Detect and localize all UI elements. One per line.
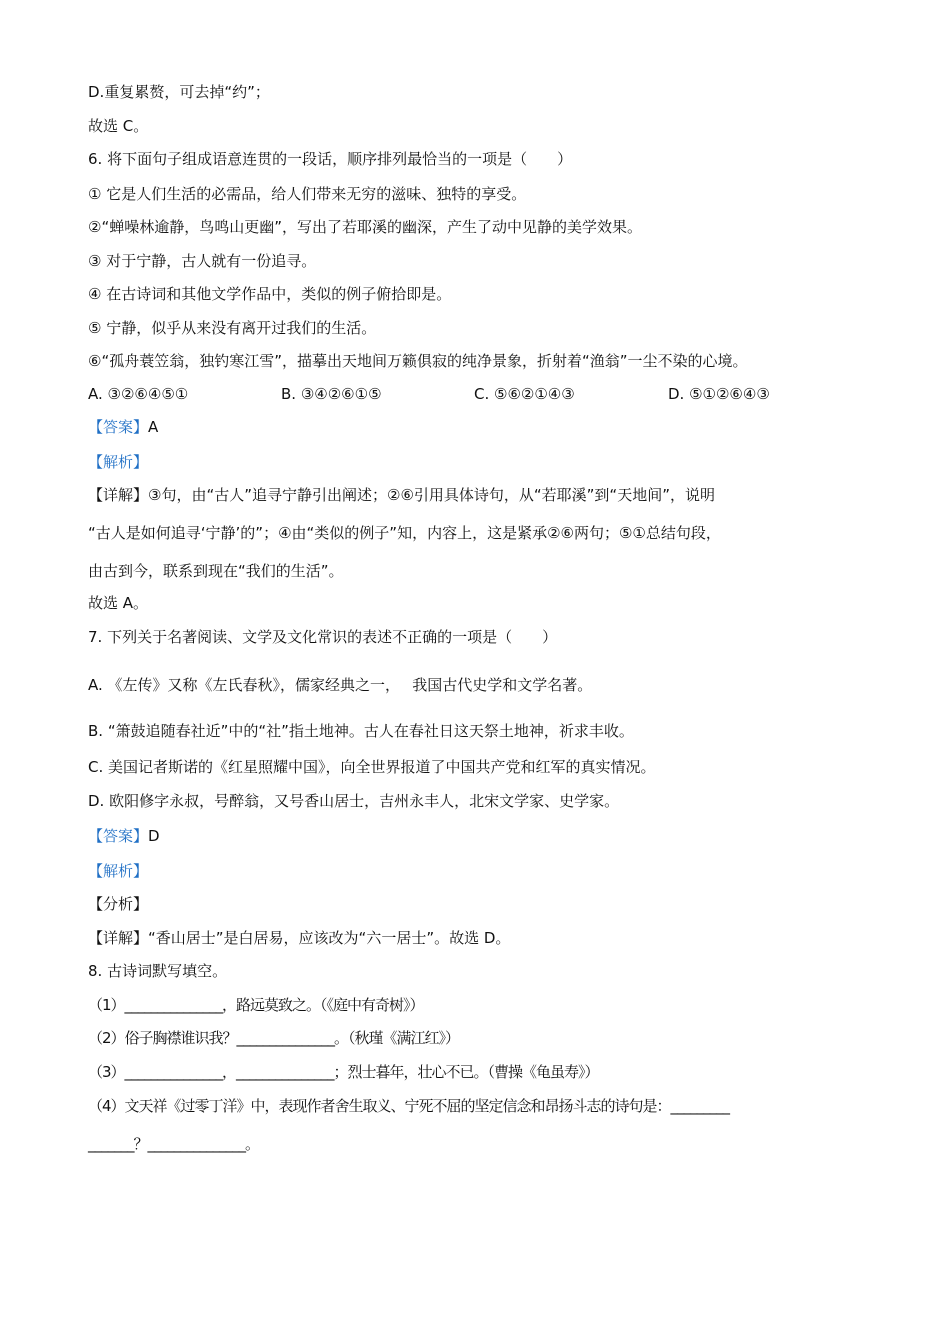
question-8-stem: 8. 古诗词默写填空。: [88, 962, 228, 980]
answer-tag: 【答案】: [88, 827, 149, 845]
answer-tag: 【答案】: [88, 418, 149, 436]
answer-line: [88, 826, 890, 846]
question-6-stem: 6. 将下面句子组成语意连贯的一段话，顺序排列最恰当的一项是（ ）: [88, 150, 573, 168]
text-line: 故选 C。: [88, 117, 149, 135]
option-d: D. ⑤①②⑥④③: [668, 385, 770, 403]
sentence-4: ④ 在古诗词和其他文学作品中，类似的例子俯拾即是。: [88, 285, 452, 303]
fill-blank-4-cont: _______？_______________。: [88, 1135, 260, 1153]
answer-value: D: [148, 827, 160, 845]
fill-blank-4: （4）文天祥《过零丁洋》中，表现作者舍生取义、宁死不屈的坚定信念和昂扬斗志的诗句是：_________: [88, 1097, 730, 1115]
analysis-tag: 【解析】: [88, 862, 149, 880]
analysis-subtag: 【分析】: [88, 895, 149, 913]
fill-blank-3: （3）_______________，_______________；烈士暮年，壮心不已。（曹操《龟虽寿》）: [88, 1063, 599, 1081]
sentence-3: ③ 对于宁静，古人就有一份追寻。: [88, 252, 317, 270]
sentence-6: ⑥“孤舟蓑笠翁，独钓寒江雪”，描摹出天地间万籁俱寂的纯净景象，折射着“渔翁”一尘不染的心境。: [88, 352, 748, 370]
sentence-1: ① 它是人们生活的必需品，给人们带来无穷的滋味、独特的享受。: [88, 185, 527, 203]
explanation-line: “古人是如何追寻‘宁静’的”；④由“类似的例子”知，内容上，这是紧承②⑥两句；⑤①总结句段，: [88, 524, 721, 542]
sentence-2: ②“蝉噪林逾静，鸟鸣山更幽”，写出了若耶溪的幽深，产生了动中见静的美学效果。: [88, 218, 642, 236]
text-line: 故选 A。: [88, 594, 149, 612]
explanation-line: 【详解】“香山居士”是白居易，应该改为“六一居士”。故选 D。: [88, 929, 511, 947]
explanation-line: 【详解】③句，由“古人”追寻宁静引出阐述；②⑥引用具体诗句，从“若耶溪”到“天地间”，说明: [88, 486, 715, 504]
option-a: A. ③②⑥④⑤①: [88, 385, 189, 403]
option-d: D. 欧阳修字永叔，号醉翁，又号香山居士，吉州永丰人，北宋文学家、史学家。: [88, 792, 620, 810]
answer-value: A: [148, 418, 159, 436]
fill-blank-1: （1）_______________，路远莫致之。（《庭中有奇树》）: [88, 996, 424, 1014]
option-c: C. 美国记者斯诺的《红星照耀中国》，向全世界报道了中国共产党和红军的真实情况。: [88, 758, 656, 776]
analysis-tag: 【解析】: [88, 453, 149, 471]
fill-blank-2: （2）俗子胸襟谁识我？_______________。（秋瑾《满江红》）: [88, 1029, 460, 1047]
option-b: B. “箫鼓追随春社近”中的“社”指土地神。古人在春社日这天祭土地神，祈求丰收。: [88, 722, 634, 740]
option-b: B. ③④②⑥①⑤: [281, 385, 382, 403]
answer-line: [88, 417, 890, 437]
text-line: D.重复累赘，可去掉“约”；: [88, 83, 270, 101]
option-a: A. 《左传》又称《左氏春秋》，儒家经典之一， 我国古代史学和文学名著。: [88, 676, 593, 694]
option-c: C. ⑤⑥②①④③: [474, 385, 575, 403]
sentence-5: ⑤ 宁静，似乎从来没有离开过我们的生活。: [88, 319, 377, 337]
question-7-stem: 7. 下列关于名著阅读、文学及文化常识的表述不正确的一项是（ ）: [88, 628, 558, 646]
explanation-line: 由古到今，联系到现在“我们的生活”。: [88, 562, 344, 580]
